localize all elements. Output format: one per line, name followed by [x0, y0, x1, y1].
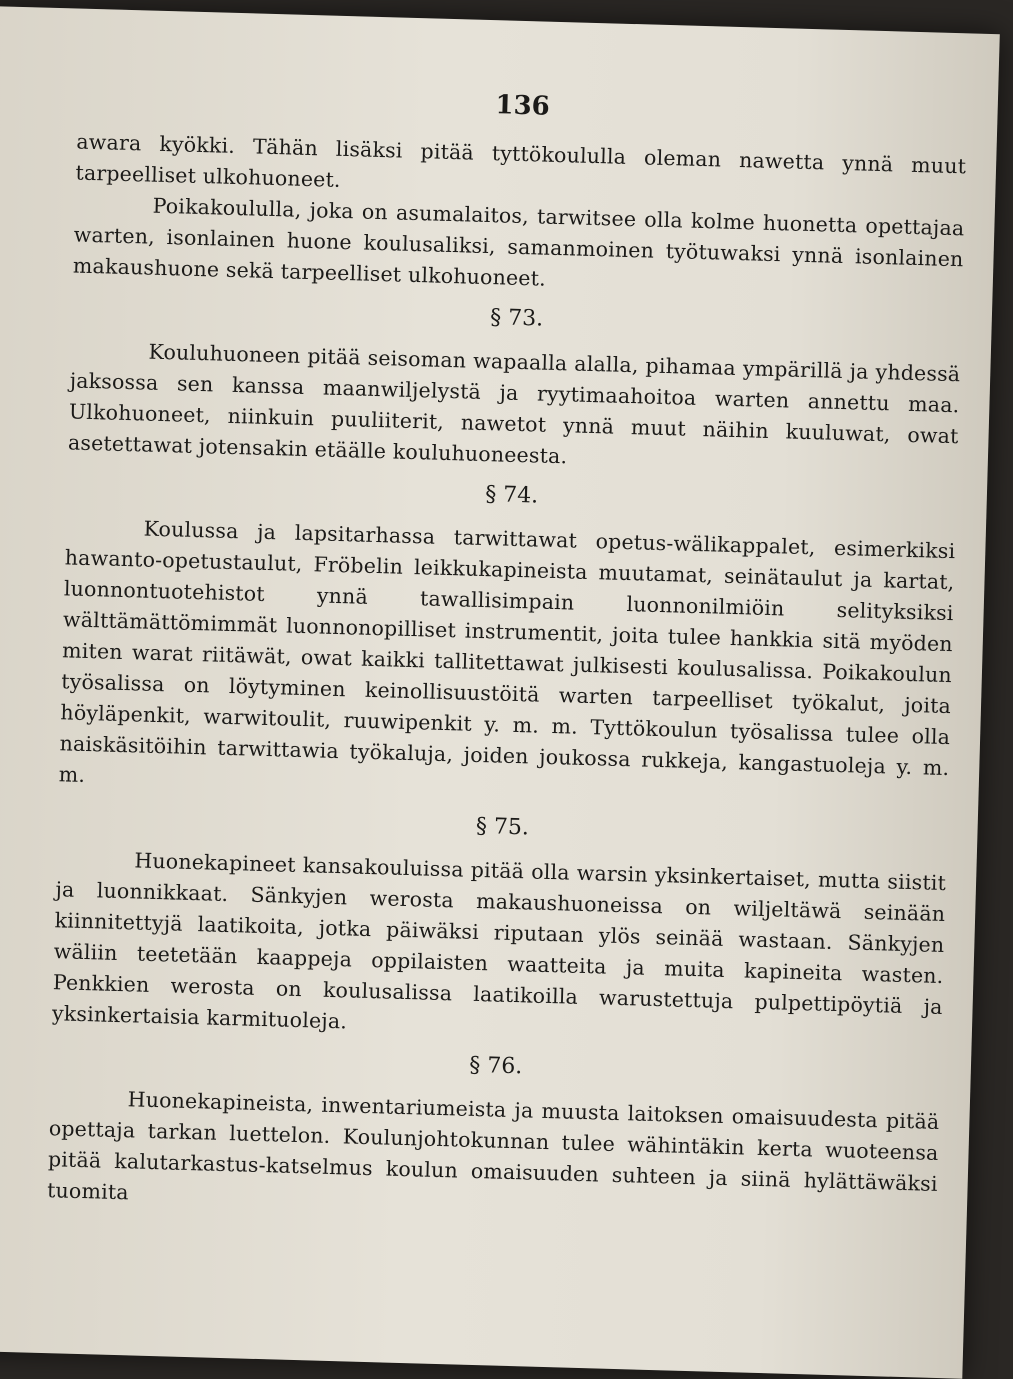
section-heading-76: § 76.: [468, 1052, 523, 1080]
paragraph: awara kyökki. Tähän lisäksi pitää tyttökoululla oleman nawetta ynnä muut tarpeelliset ulkohuoneet.: [75, 129, 967, 192]
book-page: [0, 6, 1000, 1379]
paragraph: Poikakoululla, joka on asumalaitos, tarwitsee olla kolme huonetta opettajaa warten, isonlainen huone koulusaliksi, samanmoinen työtuwaksi ynnä isonlainen makaushuone sekä tarpeelliset ulkohuoneet.: [72, 193, 965, 291]
section-text-74: Koulussa ja lapsitarhassa tarwittawat opetus-wälikappalet, esimerkiksi hawanto-opetustaulut, Fröbelin leikkukapineista muutamat, seinätaulut ja kartat, luonnontuotehistot ynnä tawallisimpain luonnonilmiöin selityksiksi wälttämättömimmät luonnonopilliset instrumentit, joita tulee hankkia sitä myöden miten warat riitäwät, owat kaikki tallitettawat julkisesti koulusalissa. Poikakoulun työsalissa on löytyminen keinollisuustöitä warten tarpeelliset työkalut, joita höyläpenkit, warwitoulit, ruuwipenkit y. m. m. Tyttökoulun työsalissa tulee olla naiskäsitöihin tarwittawia työkaluja, joiden joukossa rukkeja, kangastuoleja y. m. m.: [58, 516, 956, 787]
section-text-76: Huonekapineista, inwentariumeista ja muusta laitoksen omaisuudesta pitää opettaja tarkan luettelon. Koulunjohtokunnan tulee wähintäkin kerta wuoteensa pitää kalutarkastus-katselmus koulun omaisuuden suhteen ja siinä hylättäwäksi tuomita: [46, 1087, 940, 1205]
page-text: [47, 79, 968, 1231]
section-text-75: Huonekapineet kansakouluissa pitää olla warsin yksinkertaiset, mutta siistit ja luonnikkaat. Sänkyjen werosta makaushuoneissa on wiljeltäwä seinään kiinnitettyjä laatikoita, jotka päiwäksi riputaan ylös seinää wastaan. Sänkyjen wäliin teetetään kaappeja oppilaisten waatteita ja muita kapineita wasten. Penkkien werosta on koulusalissa laatikoilla warustettuja pulpettipöytiä ja yksinkertaisia karmituoleja.: [51, 848, 947, 1034]
page-number: 136: [495, 90, 551, 122]
section-heading-74: § 74.: [484, 482, 539, 509]
section-heading-73: § 73.: [489, 305, 544, 332]
section-text-73: Kouluhuoneen pitää seisoman wapaalla alalla, pihamaa ympärillä ja yhdessä jaksossa sen kanssa maanwiljelystä ja ryytimaahoitoa warten annettu maa. Ulkohuoneet, niinkuin puuliiterit, nawetot ynnä muut näihin kuuluwat, owat asetettawat jotensakin etäälle kouluhuoneesta.: [67, 339, 961, 469]
section-heading-75: § 75.: [475, 813, 530, 841]
